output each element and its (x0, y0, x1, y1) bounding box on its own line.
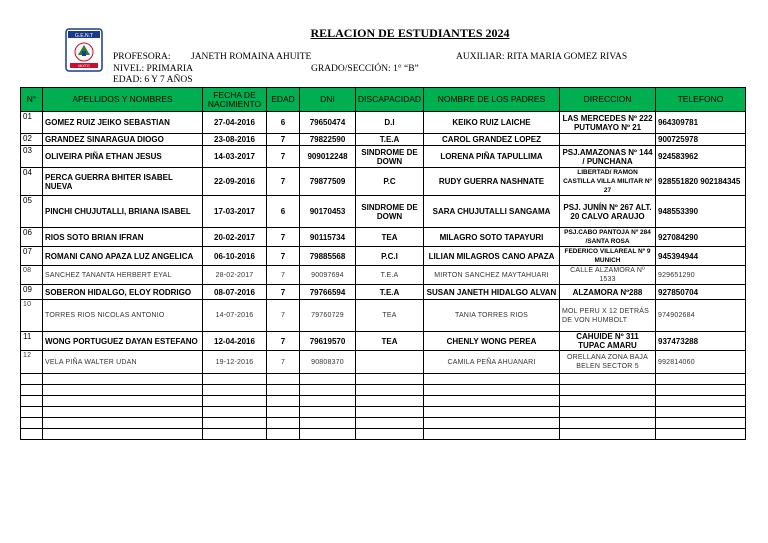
cell-direccion: PSJ.AMAZONAS Nº 144 / PUNCHANA (560, 146, 656, 168)
cell-telefono: 937473288 (656, 332, 746, 351)
cell-telefono: 964309781 (656, 112, 746, 134)
cell-discapacidad: T.E.A (356, 134, 424, 146)
empty-cell (656, 418, 746, 429)
cell-direccion: FEDERICO VILLAREAL Nº 9 MUNICH (560, 247, 656, 266)
empty-cell (203, 407, 267, 418)
cell-dni: 79877509 (300, 168, 356, 196)
empty-row (21, 407, 746, 418)
empty-cell (21, 418, 43, 429)
cell-numero: 04 (21, 168, 43, 196)
empty-row (21, 374, 746, 385)
cell-edad: 7 (267, 228, 300, 247)
empty-cell (21, 385, 43, 396)
cell-numero: 06 (21, 228, 43, 247)
cell-padres: SUSAN JANETH HIDALGO ALVAN (424, 285, 560, 300)
cell-telefono: 900725978 (656, 134, 746, 146)
cell-numero: 11 (21, 332, 43, 351)
empty-row (21, 385, 746, 396)
cell-direccion: ORELLANA ZONA BAJA BELEN SECTOR 5 (560, 351, 656, 374)
edad-info: EDAD: 6 Y 7 AÑOS (113, 75, 193, 85)
empty-row (21, 429, 746, 440)
cell-direccion (560, 134, 656, 146)
cell-numero: 02 (21, 134, 43, 146)
empty-cell (43, 385, 203, 396)
cell-edad: 7 (267, 332, 300, 351)
cell-edad: 6 (267, 196, 300, 228)
table-row (21, 332, 746, 351)
empty-cell (356, 385, 424, 396)
empty-cell (656, 385, 746, 396)
cell-nombre: SOBERON HIDALGO, ELOY RODRIGO (43, 285, 203, 300)
cell-nombre: GRANDEZ SINARAGUA DIOGO (43, 134, 203, 146)
cell-direccion: LIBERTAD/ RAMON CASTILLA VILLA MILITAR Nº 27 (560, 168, 656, 196)
cell-nombre: OLIVEIRA PIÑA ETHAN JESUS (43, 146, 203, 168)
empty-cell (424, 407, 560, 418)
cell-fecha: 28-02-2017 (203, 266, 267, 285)
empty-cell (656, 374, 746, 385)
cell-discapacidad: P.C (356, 168, 424, 196)
cell-dni: 79760729 (300, 300, 356, 332)
cell-telefono: 928551820 902184345 (656, 168, 746, 196)
col-header-edad: EDAD (267, 88, 300, 112)
empty-cell (21, 429, 43, 440)
empty-cell (300, 407, 356, 418)
empty-cell (267, 418, 300, 429)
empty-cell (656, 407, 746, 418)
cell-numero: 09 (21, 285, 43, 300)
students-table (20, 87, 746, 440)
empty-cell (656, 429, 746, 440)
cell-dni: 79619570 (300, 332, 356, 351)
cell-nombre: ROMANI CANO APAZA LUZ ANGELICA (43, 247, 203, 266)
cell-fecha: 08-07-2016 (203, 285, 267, 300)
cell-edad: 6 (267, 112, 300, 134)
cell-edad: 7 (267, 300, 300, 332)
table-row (21, 112, 746, 134)
cell-fecha: 19-12-2016 (203, 351, 267, 374)
cell-direccion: PSJ.CABO PANTOJA Nº 284 /SANTA ROSA (560, 228, 656, 247)
cell-dni: 79766594 (300, 285, 356, 300)
cell-discapacidad: P.C.I (356, 247, 424, 266)
empty-cell (424, 374, 560, 385)
col-header-fecha: FECHA DE NACIMIENTO (203, 88, 267, 112)
cell-numero: 07 (21, 247, 43, 266)
col-header-numero: N° (21, 88, 43, 112)
cell-numero: 12 (21, 351, 43, 374)
table-row (21, 196, 746, 228)
cell-nombre: SANCHEZ TANANTA HERBERT EYAL (43, 266, 203, 285)
empty-cell (356, 407, 424, 418)
cell-fecha: 12-04-2016 (203, 332, 267, 351)
cell-nombre: RIOS SOTO BRIAN IFRAN (43, 228, 203, 247)
col-header-dni: DNI (300, 88, 356, 112)
table-row (21, 134, 746, 146)
cell-fecha: 14-03-2017 (203, 146, 267, 168)
cell-discapacidad: SINDROME DE DOWN (356, 146, 424, 168)
cell-discapacidad (356, 351, 424, 374)
empty-cell (656, 396, 746, 407)
cell-edad: 7 (267, 285, 300, 300)
empty-cell (300, 396, 356, 407)
cell-padres: CAMILA PEÑA AHUANARI (424, 351, 560, 374)
empty-cell (560, 418, 656, 429)
cell-dni: 79650474 (300, 112, 356, 134)
cell-nombre: VELA PIÑA WALTER UDAN (43, 351, 203, 374)
empty-cell (560, 407, 656, 418)
cell-numero: 01 (21, 112, 43, 134)
empty-cell (560, 429, 656, 440)
empty-cell (267, 407, 300, 418)
cell-edad: 7 (267, 266, 300, 285)
col-header-telefono: TELEFONO (656, 88, 746, 112)
table-row (21, 300, 746, 332)
cell-numero: 10 (21, 300, 43, 332)
cell-telefono: 927084290 (656, 228, 746, 247)
empty-cell (267, 396, 300, 407)
table-row (21, 351, 746, 374)
empty-cell (21, 407, 43, 418)
cell-nombre: WONG PORTUGUEZ DAYAN ESTEFANO (43, 332, 203, 351)
cell-padres: CAROL GRANDEZ LOPEZ (424, 134, 560, 146)
cell-fecha: 27-04-2016 (203, 112, 267, 134)
cell-fecha: 23-08-2016 (203, 134, 267, 146)
cell-direccion: CALLE ALZAMORA Nº 1533 (560, 266, 656, 285)
empty-cell (356, 374, 424, 385)
document-title: RELACION DE ESTUDIANTES 2024 (310, 26, 510, 40)
cell-padres: LORENA PIÑA TAPULLIMA (424, 146, 560, 168)
empty-cell (203, 385, 267, 396)
cell-padres: CHENLY WONG PEREA (424, 332, 560, 351)
cell-padres: RUDY GUERRA NASHNATE (424, 168, 560, 196)
cell-edad: 7 (267, 134, 300, 146)
cell-nombre: GOMEZ RUIZ JEIKO SEBASTIAN (43, 112, 203, 134)
empty-cell (560, 374, 656, 385)
cell-telefono: 929651290 (656, 266, 746, 285)
cell-direccion: PSJ. JUNÍN Nº 267 ALT. 20 CALVO ARAUJO (560, 196, 656, 228)
svg-text:G.E.N.T: G.E.N.T (74, 33, 94, 39)
cell-dni: 90115734 (300, 228, 356, 247)
cell-discapacidad: D.I (356, 112, 424, 134)
cell-fecha: 17-03-2017 (203, 196, 267, 228)
empty-cell (21, 374, 43, 385)
cell-edad: 7 (267, 351, 300, 374)
empty-cell (21, 396, 43, 407)
col-header-padres: NOMBRE DE LOS PADRES (424, 88, 560, 112)
cell-padres: MIRTON SANCHEZ MAYTAHUARI (424, 266, 560, 285)
table-row (21, 285, 746, 300)
cell-dni: 90808370 (300, 351, 356, 374)
empty-cell (203, 374, 267, 385)
cell-direccion: LAS MERCEDES Nº 222 PUTUMAYO Nº 21 (560, 112, 656, 134)
profesora-name: JANETH ROMAINA AHUITE (191, 52, 312, 62)
empty-cell (300, 418, 356, 429)
cell-numero: 05 (21, 196, 43, 228)
cell-telefono: 992814060 (656, 351, 746, 374)
cell-padres: KEIKO RUIZ LAICHE (424, 112, 560, 134)
empty-cell (424, 429, 560, 440)
empty-cell (267, 374, 300, 385)
empty-cell (203, 396, 267, 407)
profesora-label: PROFESORA: (113, 52, 171, 62)
cell-fecha: 20-02-2017 (203, 228, 267, 247)
cell-telefono: 927850704 (656, 285, 746, 300)
col-header-discapacidad: DISCAPACIDAD (356, 88, 424, 112)
cell-telefono: 974902684 (656, 300, 746, 332)
table-row (21, 168, 746, 196)
cell-fecha: 14-07-2016 (203, 300, 267, 332)
empty-cell (43, 429, 203, 440)
cell-edad: 7 (267, 146, 300, 168)
empty-cell (424, 396, 560, 407)
cell-padres: LILIAN MILAGROS CANO APAZA (424, 247, 560, 266)
empty-cell (300, 429, 356, 440)
empty-cell (560, 396, 656, 407)
empty-cell (356, 418, 424, 429)
empty-cell (424, 418, 560, 429)
table-row (21, 146, 746, 168)
col-header-direccion: DIRECCION (560, 88, 656, 112)
cell-direccion: MOL PERU X 12 DETRÁS DE VON HUMBOLT (560, 300, 656, 332)
empty-cell (43, 407, 203, 418)
cell-telefono: 924583962 (656, 146, 746, 168)
cell-discapacidad: T.E.A (356, 285, 424, 300)
cell-padres: MILAGRO SOTO TAPAYURI (424, 228, 560, 247)
cell-numero: 03 (21, 146, 43, 168)
empty-cell (356, 429, 424, 440)
empty-cell (267, 385, 300, 396)
cell-telefono: 948553390 (656, 196, 746, 228)
cell-telefono: 945394944 (656, 247, 746, 266)
school-crest-icon (64, 27, 104, 73)
cell-numero: 08 (21, 266, 43, 285)
cell-nombre: TORRES RIOS NICOLAS ANTONIO (43, 300, 203, 332)
cell-dni: 79885568 (300, 247, 356, 266)
cell-nombre: PINCHI CHUJUTALLI, BRIANA ISABEL (43, 196, 203, 228)
grado-info: GRADO/SECCIÓN: 1° “B” (311, 64, 419, 74)
cell-dni: 79822590 (300, 134, 356, 146)
svg-text:MIXTO: MIXTO (78, 64, 90, 69)
cell-edad: 7 (267, 247, 300, 266)
table-header-row (21, 88, 746, 112)
empty-cell (203, 418, 267, 429)
cell-direccion: CAHUIDE Nº 311 TUPAC AMARU (560, 332, 656, 351)
cell-dni: 909012248 (300, 146, 356, 168)
auxiliar-info: AUXILIAR: RITA MARIA GOMEZ RIVAS (456, 52, 628, 62)
cell-discapacidad: TEA (356, 300, 424, 332)
cell-padres: TANIA TORRES RIOS (424, 300, 560, 332)
students-table-body (21, 112, 746, 440)
cell-discapacidad: SINDROME DE DOWN (356, 196, 424, 228)
empty-cell (267, 429, 300, 440)
table-row (21, 266, 746, 285)
empty-cell (424, 385, 560, 396)
nivel-info: NIVEL: PRIMARIA (113, 64, 193, 74)
cell-fecha: 22-09-2016 (203, 168, 267, 196)
cell-dni: 90097694 (300, 266, 356, 285)
table-row (21, 228, 746, 247)
empty-row (21, 396, 746, 407)
empty-cell (356, 396, 424, 407)
col-header-nombres: APELLIDOS Y NOMBRES (43, 88, 203, 112)
cell-direccion: ALZAMORA Nº288 (560, 285, 656, 300)
cell-fecha: 06-10-2016 (203, 247, 267, 266)
cell-dni: 90170453 (300, 196, 356, 228)
empty-row (21, 418, 746, 429)
cell-discapacidad: T.E.A (356, 266, 424, 285)
cell-discapacidad: TEA (356, 228, 424, 247)
cell-nombre: PERCA GUERRA BHITER ISABEL NUEVA (43, 168, 203, 196)
school-logo (64, 27, 104, 73)
empty-cell (300, 374, 356, 385)
cell-padres: SARA CHUJUTALLI SANGAMA (424, 196, 560, 228)
empty-cell (560, 385, 656, 396)
cell-edad: 7 (267, 168, 300, 196)
empty-cell (43, 396, 203, 407)
empty-cell (43, 418, 203, 429)
table-row (21, 247, 746, 266)
empty-cell (203, 429, 267, 440)
empty-cell (43, 374, 203, 385)
cell-discapacidad: TEA (356, 332, 424, 351)
empty-cell (300, 385, 356, 396)
